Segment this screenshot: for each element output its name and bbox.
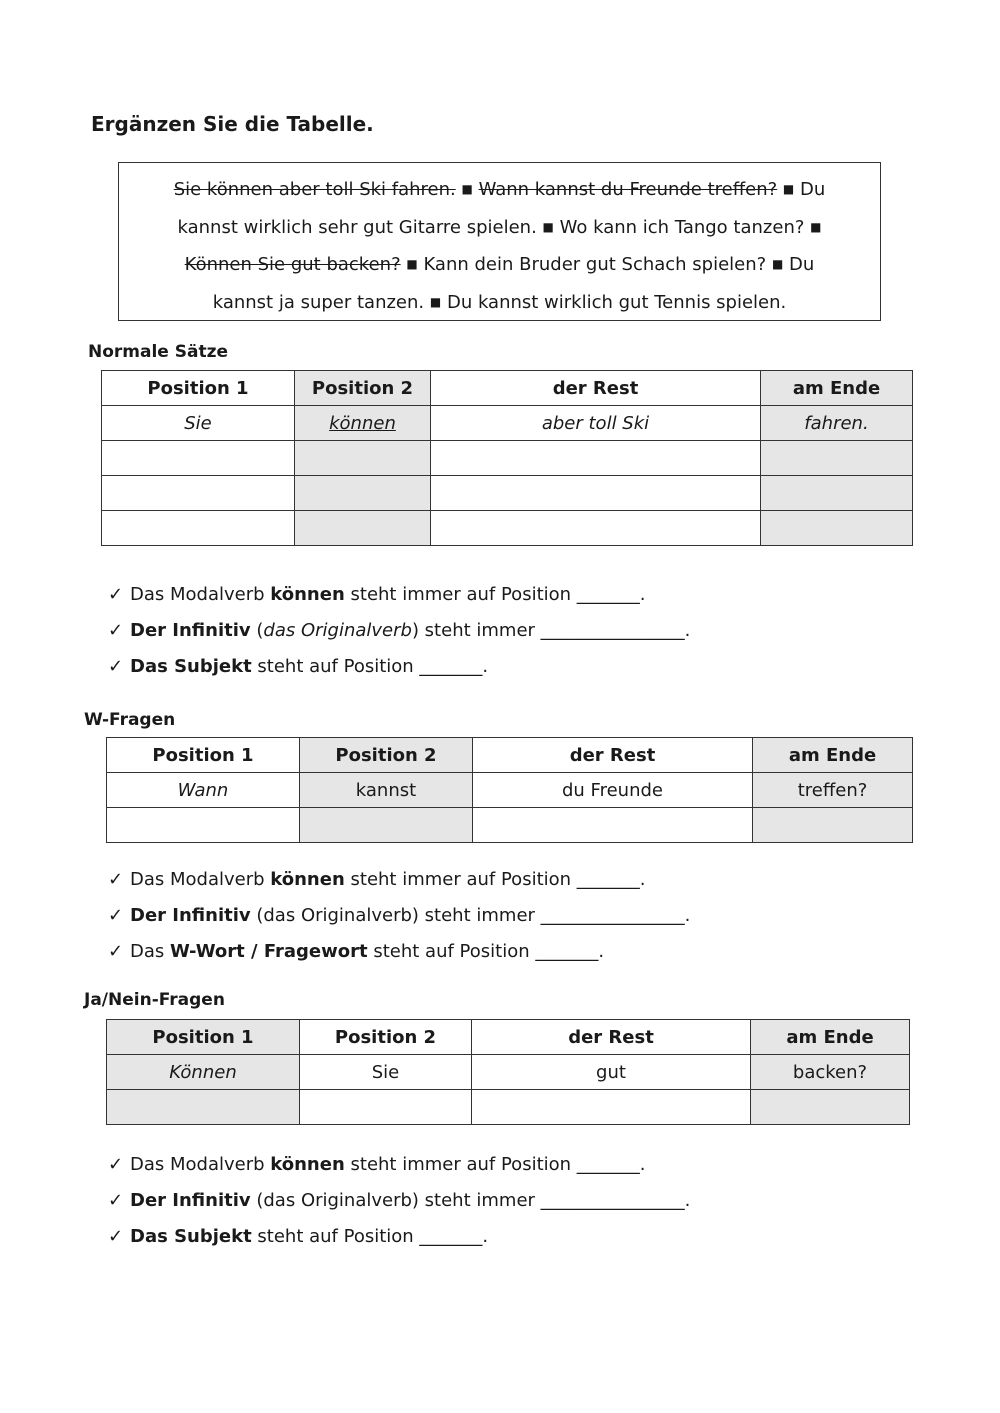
blank-cell-position-1[interactable] xyxy=(102,476,295,511)
word-box-line-3 xyxy=(119,246,880,284)
word-box-line-1 xyxy=(119,171,880,209)
header-am-ende: am Ende xyxy=(761,371,913,406)
blank-cell-position-2[interactable] xyxy=(300,808,473,843)
separator-square: ■ xyxy=(771,257,784,271)
sentence: kannst wirklich sehr gut Gitarre spielen. xyxy=(177,216,537,238)
check-item: ✓ Das W-Wort / Fragewort steht auf Position _______. xyxy=(108,934,690,970)
section-heading-normale-saetze: Normale Sätze xyxy=(88,342,229,362)
blank-cell-rest[interactable] xyxy=(472,1090,751,1125)
cell-am-ende: treffen? xyxy=(753,773,913,808)
cell-position-2: können xyxy=(295,406,431,441)
blank-cell-position-1[interactable] xyxy=(102,511,295,546)
check-item: ✓ Das Subjekt steht auf Position _______. xyxy=(108,1219,690,1255)
sentence-struck: Können Sie gut backen? xyxy=(184,254,401,275)
table-header-row xyxy=(107,1020,910,1055)
blank-cell-position-1[interactable] xyxy=(107,1090,300,1125)
blank-cell-am-ende[interactable] xyxy=(753,808,913,843)
check-item: ✓ Der Infinitiv (das Originalverb) steht immer ________________. xyxy=(108,613,690,649)
word-box-line-2 xyxy=(119,209,880,247)
cell-position-1: Sie xyxy=(102,406,295,441)
sentence-fragment: Du xyxy=(800,179,826,200)
table-header-row xyxy=(107,738,913,773)
table-row xyxy=(102,441,913,476)
header-position-2: Position 2 xyxy=(300,1020,472,1055)
table-row-example xyxy=(102,406,913,441)
cell-am-ende: fahren. xyxy=(761,406,913,441)
blank-cell-position-2[interactable] xyxy=(295,441,431,476)
cell-position-1: Wann xyxy=(107,773,300,808)
header-am-ende: am Ende xyxy=(753,738,913,773)
sentence: Du kannst wirklich gut Tennis spielen. xyxy=(446,291,787,313)
page-title: Ergänzen Sie die Tabelle. xyxy=(91,112,374,136)
table-row-example xyxy=(107,773,913,808)
word-box-line-4 xyxy=(119,284,880,322)
table-row xyxy=(102,511,913,546)
cell-position-2: kannst xyxy=(300,773,473,808)
table-normale-saetze xyxy=(101,370,913,546)
cell-rest: du Freunde xyxy=(473,773,753,808)
check-item: ✓ Das Modalverb können steht immer auf Position _______. xyxy=(108,1147,690,1183)
table-row xyxy=(102,476,913,511)
header-position-1: Position 1 xyxy=(107,1020,300,1055)
blank-cell-am-ende[interactable] xyxy=(761,511,913,546)
header-rest: der Rest xyxy=(473,738,753,773)
check-icon: ✓ xyxy=(108,620,124,641)
header-rest: der Rest xyxy=(431,371,761,406)
sentence-struck: Sie können aber toll Ski fahren. xyxy=(173,179,456,200)
sentence: Kann dein Bruder gut Schach spielen? xyxy=(423,254,767,275)
check-icon: ✓ xyxy=(108,869,124,890)
header-rest: der Rest xyxy=(472,1020,751,1055)
blank-cell-position-1[interactable] xyxy=(102,441,295,476)
sentence: Wo kann ich Tango tanzen? xyxy=(559,216,805,238)
header-position-1: Position 1 xyxy=(107,738,300,773)
blank-cell-rest[interactable] xyxy=(431,476,761,511)
cell-am-ende: backen? xyxy=(751,1055,910,1090)
cell-position-1: Können xyxy=(107,1055,300,1090)
check-icon: ✓ xyxy=(108,1226,124,1247)
header-position-2: Position 2 xyxy=(295,371,431,406)
blank-cell-position-2[interactable] xyxy=(300,1090,472,1125)
check-item: ✓ Das Modalverb können steht immer auf Position _______. xyxy=(108,577,690,613)
blank-cell-am-ende[interactable] xyxy=(761,476,913,511)
blank-cell-position-1[interactable] xyxy=(107,808,300,843)
cell-position-2: Sie xyxy=(300,1055,472,1090)
header-position-1: Position 1 xyxy=(102,371,295,406)
check-icon: ✓ xyxy=(108,656,124,677)
blank-cell-rest[interactable] xyxy=(473,808,753,843)
separator-square: ■ xyxy=(429,294,442,309)
sentence: kannst ja super tanzen. xyxy=(212,291,425,313)
check-item: ✓ Der Infinitiv (das Originalverb) steht immer ________________. xyxy=(108,1183,690,1219)
check-icon: ✓ xyxy=(108,584,124,605)
check-icon: ✓ xyxy=(108,1154,124,1175)
cell-rest: gut xyxy=(472,1055,751,1090)
table-w-fragen xyxy=(106,737,913,843)
check-icon: ✓ xyxy=(108,905,124,926)
check-item: ✓ Der Infinitiv (das Originalverb) steht immer ________________. xyxy=(108,898,690,934)
table-row-example xyxy=(107,1055,910,1090)
check-icon: ✓ xyxy=(108,941,124,962)
checklist-w-fragen xyxy=(108,862,690,970)
blank-cell-position-2[interactable] xyxy=(295,511,431,546)
table-row xyxy=(107,808,913,843)
table-row xyxy=(107,1090,910,1125)
word-box xyxy=(118,162,881,321)
checklist-normale-saetze xyxy=(108,577,690,685)
sentence-struck: Wann kannst du Freunde treffen? xyxy=(478,179,778,200)
blank-cell-am-ende[interactable] xyxy=(761,441,913,476)
sentence-fragment: Du xyxy=(789,254,815,275)
table-ja-nein-fragen xyxy=(106,1019,910,1125)
check-item: ✓ Das Modalverb können steht immer auf Position _______. xyxy=(108,862,690,898)
blank-cell-rest[interactable] xyxy=(431,441,761,476)
header-position-2: Position 2 xyxy=(300,738,473,773)
separator-square: ■ xyxy=(542,219,554,234)
check-icon: ✓ xyxy=(108,1190,124,1211)
blank-cell-position-2[interactable] xyxy=(295,476,431,511)
header-am-ende: am Ende xyxy=(751,1020,910,1055)
blank-cell-am-ende[interactable] xyxy=(751,1090,910,1125)
cell-rest: aber toll Ski xyxy=(431,406,761,441)
table-header-row xyxy=(102,371,913,406)
blank-cell-rest[interactable] xyxy=(431,511,761,546)
separator-square: ■ xyxy=(406,257,418,271)
section-heading-ja-nein-fragen: Ja/Nein-Fragen xyxy=(84,990,225,1010)
separator-square: ■ xyxy=(810,219,822,234)
check-item: ✓ Das Subjekt steht auf Position _______. xyxy=(108,649,690,685)
section-heading-w-fragen: W-Fragen xyxy=(84,710,176,730)
separator-square: ■ xyxy=(782,182,795,196)
checklist-ja-nein-fragen xyxy=(108,1147,690,1255)
separator-square: ■ xyxy=(461,182,473,196)
